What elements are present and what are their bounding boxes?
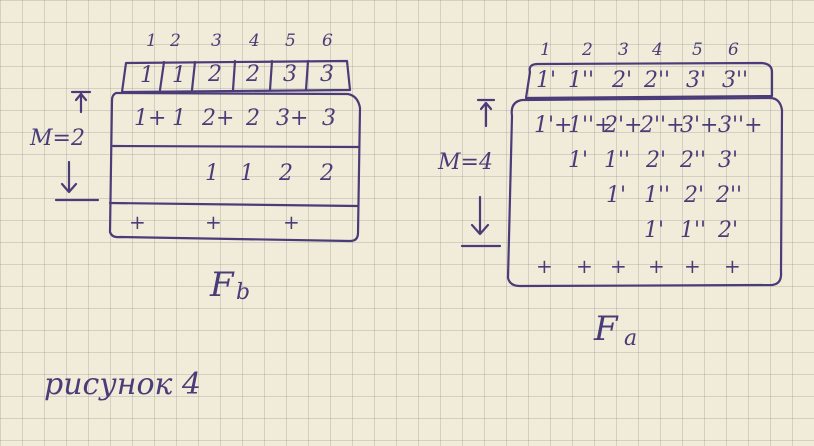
right-cell: 1'+ <box>534 113 573 138</box>
right-plus: + <box>610 254 627 278</box>
right-cell: 2' <box>718 218 739 243</box>
left-col-number: 2 <box>170 31 181 51</box>
right-header-cell: 1' <box>536 68 557 93</box>
left-header-cell: 1 <box>172 63 186 88</box>
right-plus: + <box>684 254 701 278</box>
left-plus: + <box>283 210 300 234</box>
right-cell: 1'' <box>644 183 671 208</box>
left-col-number: 3 <box>211 31 222 51</box>
right-cell: 3'+ <box>680 113 719 138</box>
left-cell: 3+ <box>276 106 309 131</box>
right-header-cell: 2' <box>612 68 633 93</box>
left-header-cell: 3 <box>320 62 334 87</box>
left-header-cell: 2 <box>246 62 260 87</box>
left-cell: 2 <box>320 161 334 186</box>
left-col-number: 6 <box>322 31 333 51</box>
right-col-number: 2 <box>582 40 593 60</box>
right-col-number: 6 <box>728 40 739 60</box>
right-cell: 2'+ <box>604 113 643 138</box>
right-cell: 2'' <box>716 183 743 208</box>
right-name-subscript: a <box>624 326 638 351</box>
left-cell: 1+ <box>134 106 167 131</box>
right-col-number: 3 <box>618 40 629 60</box>
left-col-number: 5 <box>285 31 296 51</box>
left-cell: 3 <box>322 106 336 131</box>
right-cell: 3' <box>718 148 739 173</box>
right-cell: 1''+ <box>568 113 613 138</box>
right-cell: 1'' <box>604 148 631 173</box>
right-col-number: 4 <box>652 40 663 60</box>
right-plus: + <box>648 254 665 278</box>
right-col-number: 5 <box>692 40 703 60</box>
right-header-cell: 3'' <box>722 68 749 93</box>
right-header-cell: 3' <box>686 68 707 93</box>
left-header-cell: 1 <box>140 63 154 88</box>
left-cell: 1 <box>240 161 254 186</box>
left-col-number: 1 <box>146 31 157 51</box>
left-cell: 1 <box>172 106 186 131</box>
left-header-cell: 3 <box>283 62 297 87</box>
left-cell: 2 <box>246 106 260 131</box>
left-cell: 1 <box>205 161 219 186</box>
right-plus: + <box>724 254 741 278</box>
right-cell: 2'' <box>680 148 707 173</box>
left-name-subscript: b <box>236 280 251 305</box>
right-cell: 1' <box>644 218 665 243</box>
left-cell: 2 <box>279 161 293 186</box>
left-header-box <box>122 61 350 92</box>
right-cell: 2' <box>646 148 667 173</box>
right-plus: + <box>536 254 553 278</box>
right-cell: 1' <box>568 148 589 173</box>
right-name-letter: F <box>594 309 618 349</box>
right-m-label: M=4 <box>438 150 493 175</box>
left-col-number: 4 <box>249 31 260 51</box>
caption: рисунок 4 <box>44 367 202 402</box>
right-col-number: 1 <box>540 40 551 60</box>
right-header-cell: 1'' <box>568 68 595 93</box>
right-cell: 1'' <box>680 218 707 243</box>
left-plus: + <box>129 210 146 234</box>
left-m-label: M=2 <box>30 126 85 151</box>
right-cell: 2' <box>684 183 705 208</box>
right-cell: 1' <box>606 183 627 208</box>
left-header-cell: 2 <box>208 62 222 87</box>
right-cell: 2''+ <box>640 113 685 138</box>
left-plus: + <box>205 210 222 234</box>
left-name-letter: F <box>210 265 234 305</box>
left-cell: 2+ <box>202 106 235 131</box>
right-header-cell: 2'' <box>644 68 671 93</box>
right-plus: + <box>576 254 593 278</box>
right-cell: 3''+ <box>718 113 763 138</box>
